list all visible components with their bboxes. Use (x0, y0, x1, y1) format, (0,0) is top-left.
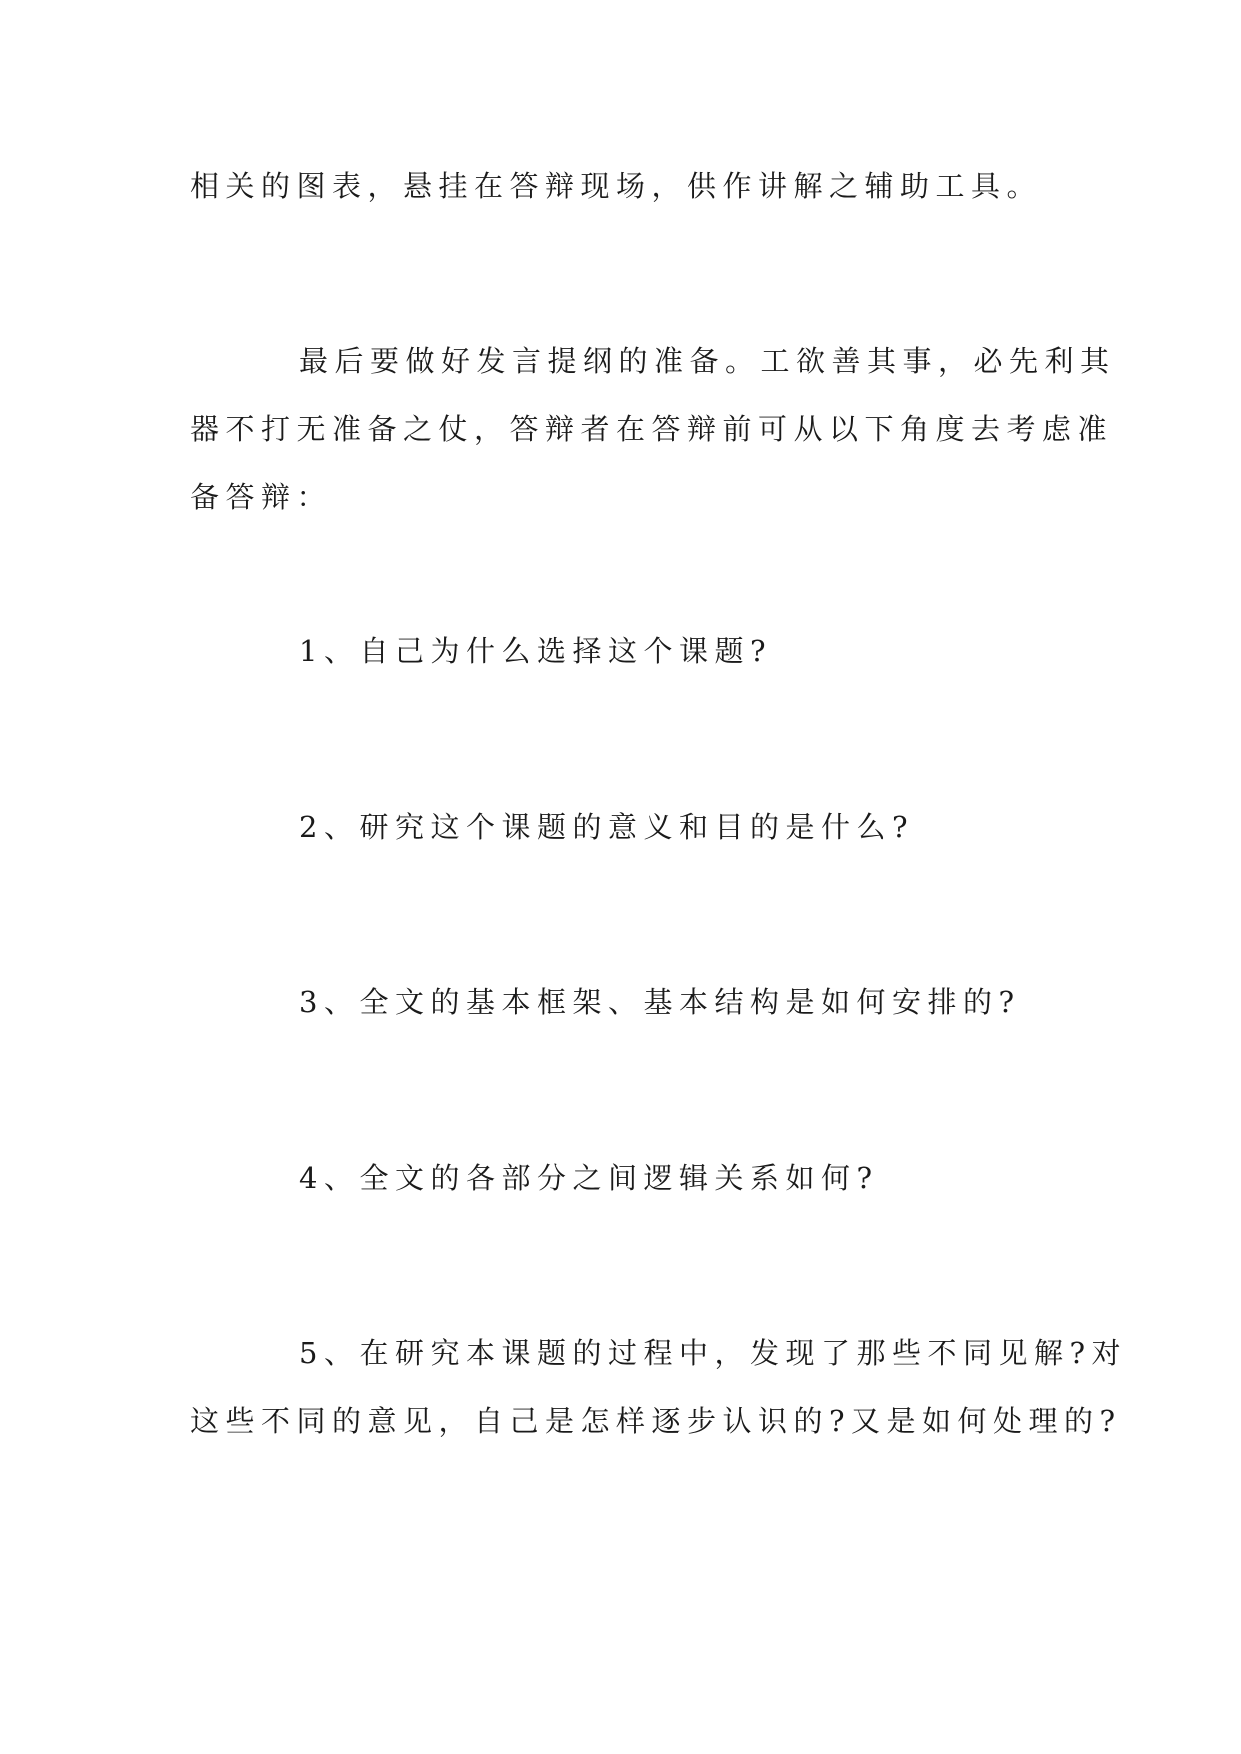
question-item-3 (190, 968, 1050, 1036)
text-line: 最后要做好发言提纲的准备。工欲善其事，必先利其 (299, 344, 1116, 378)
text-line: 相关的图表，悬挂在答辩现场，供作讲解之辅助工具。 (190, 169, 1043, 203)
paragraph-charts-note (190, 152, 1050, 220)
text-line: 4、全文的各部分之间逻辑关系如何? (299, 1161, 879, 1195)
question-item-5 (190, 1319, 1127, 1455)
text-line: 1、自己为什么选择这个课题? (299, 634, 772, 668)
paragraph-outline-preparation (190, 327, 1116, 531)
question-item-1 (190, 617, 1050, 685)
text-line: 5、在研究本课题的过程中，发现了那些不同见解?对 (299, 1336, 1127, 1370)
text-line: 3、全文的基本框架、基本结构是如何安排的? (299, 985, 1021, 1019)
question-item-4 (190, 1144, 1050, 1212)
text-line: 2、研究这个课题的意义和目的是什么? (299, 810, 914, 844)
text-line: 器不打无准备之仗，答辩者在答辩前可从以下角度去考虑准 (190, 412, 1114, 446)
text-line: 这些不同的意见，自己是怎样逐步认识的?又是如何处理的? (190, 1404, 1122, 1438)
question-item-2 (190, 793, 1050, 861)
text-line: 备答辩： (190, 480, 333, 514)
